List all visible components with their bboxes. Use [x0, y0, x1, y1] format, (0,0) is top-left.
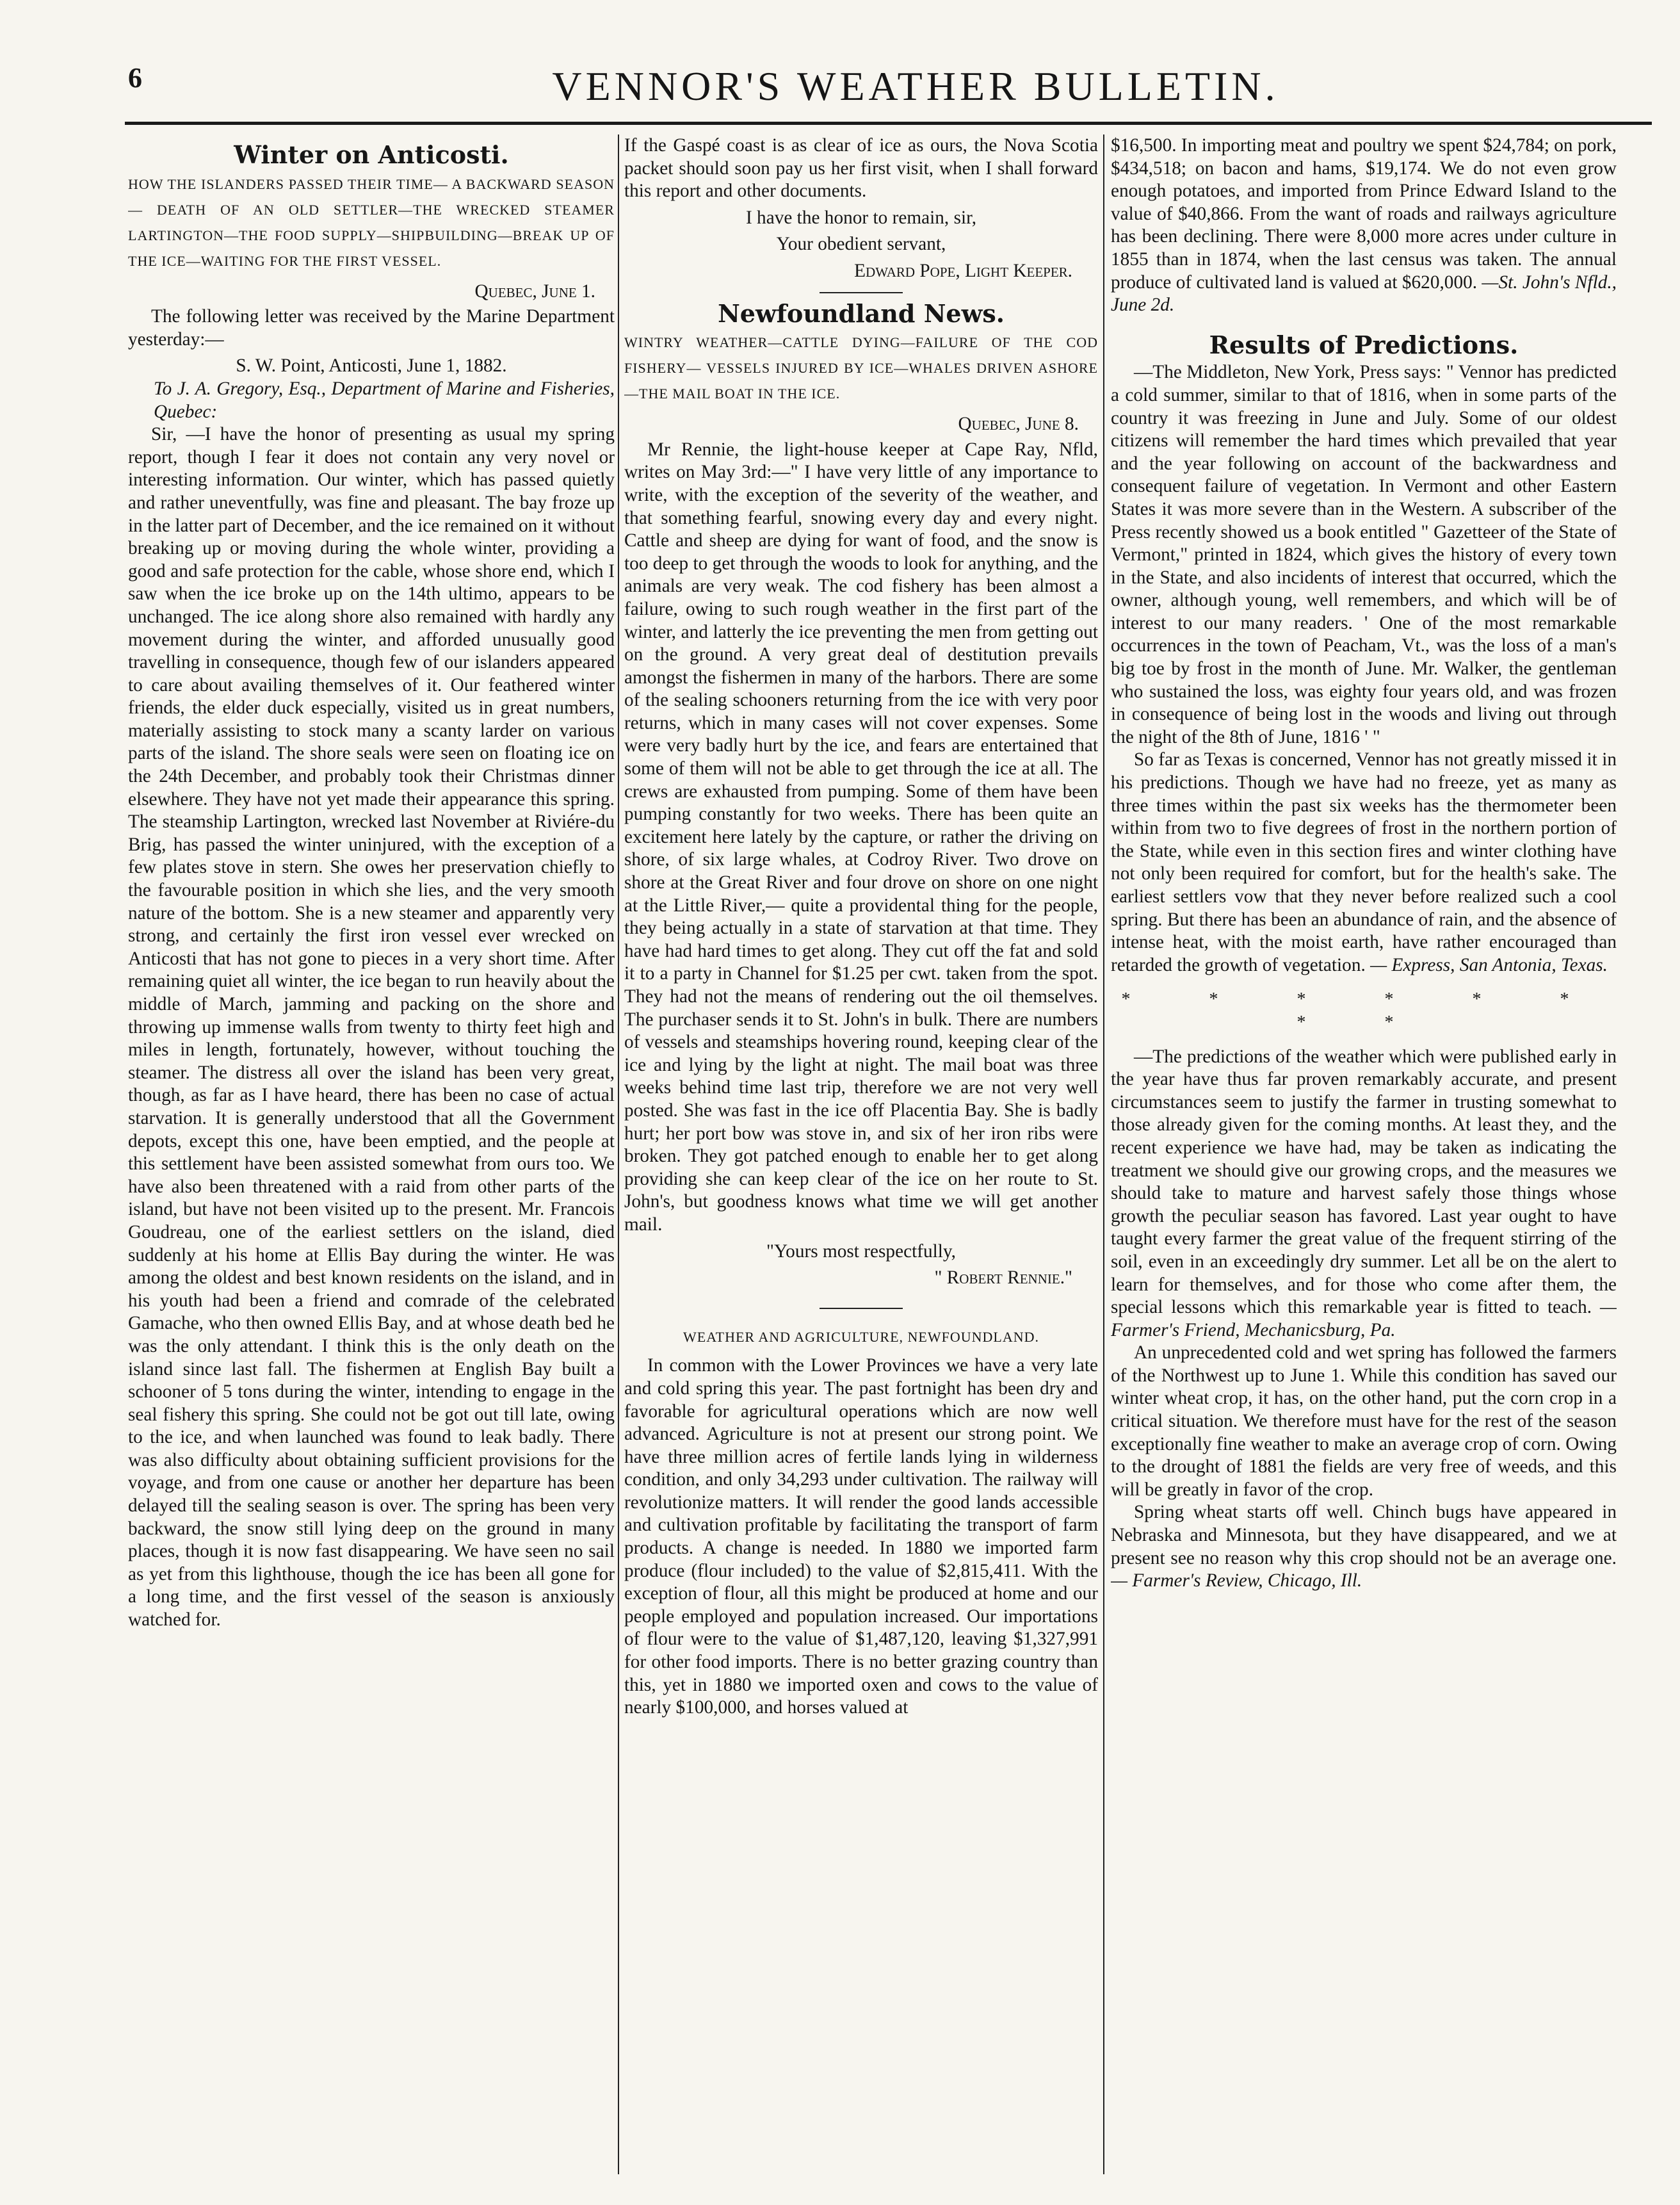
- predictions-para2-source: — Express, San Antonia, Texas.: [1370, 954, 1608, 975]
- column-rule: [1103, 134, 1104, 2174]
- anticosti-body: Sir, —I have the honor of presenting as usual my spring report, though I fear it does not contain any very novel or interesting information. Our winter, which has passed quietly and rather uneventfully, was fine and pleasant. The bay froze up in the latter part of December, and the ice remained on it without breaking up or moving during the whole winter, providing a good and safe protection for the cable, whose shore end, which I saw when the ice broke up on the 14th ultimo, appears to be unchanged. The ice along shore also remained with hardly any movement during the winter, and afforded unusually good travelling in consequence, though few of our islanders appeared to care about availing themselves of it. Our feathered winter friends, the elder duck especially, visited us in great numbers, materially assisting to stock many a scanty larder on various parts of the island. The shore seals were seen on floating ice on the 24th December, and probably took their Christmas dinner elsewhere. They have not yet made their appearance this spring. The steamship Lartington, wrecked last November at Riviére-du Brig, has passed the winter uninjured, with the exception of a few plates stove in stern. She owes her preservation chiefly to the favourable position in which she lies, and the very smooth nature of the bottom. She is a new steamer and apparently very strong, and certainly the first iron vessel ever wrecked on Anticosti that has not gone to pieces in a very short time. After remaining quiet all winter, the ice began to run heavily about the middle of March, jamming and packing on the shore and throwing up immense walls from twenty to thirty feet high and miles in length, fortunately, however, without touching the steamer. The distress all over the island has been very great, though, as far as I have heard, there has been no case of actual starvation. It is generally understood that all the Government depots, except this one, have been emptied, and the people at this settlement have been assisted somewhat from ours too. We have also been threatened with a raid from other parts of the island, but have not been visited up to the present. Mr. Francois Goudreau, one of the earliest settlers on the island, died suddenly at his home at Ellis Bay during the winter. He was among the oldest and best known residents on the island, and in his youth had been a friend and comrade of the celebrated Gamache, who then owned Ellis Bay, and at whose death bed he was the only attendant. I think this is the only death on the island since last fall. The fishermen at English Bay built a schooner of 5 tons during the winter, intending to engage in the seal fishery this spring. She could not be got out till late, owing to the ice, and when launched was found to leak badly. There was also difficulty about obtaining sufficient provisions for the voyage, and from one cause or another her departure has been delayed till the sealing season is over. The spring has been very backward, the snow still lying deep on the ground in many places, though it is now fast disappearing. We have seen no sail as yet from this lighthouse, though the ice has been all gone for a long time, and the first vessel of the season is anxiously watched for.: [128, 424, 615, 1631]
- page-number: 6: [128, 62, 142, 94]
- anticosti-closing2: Your obedient servant,: [776, 234, 946, 255]
- agriculture-body-part2: $16,500. In importing meat and poultry we spent $24,784; on pork, $434,518; on bacon and hams, $19,174. We do not even grow enough potatoes, and imported from Prince Edward Island to the value of $40,866. From the want of roads and railways agriculture has been declining. There were 8,000 more acres under culture in 1855 than in 1874, when the last census was taken. The annual produce of cultivated land is valued at $620,000. —St. John's Nfld., June 2d.: [1111, 135, 1617, 316]
- anticosti-letter-place: S. W. Point, Anticosti, June 1, 1882.: [236, 355, 507, 377]
- section-divider: [820, 292, 903, 293]
- agriculture-source: —St. John's Nfld., June 2d.: [1111, 272, 1617, 316]
- agriculture-subhead: WEATHER AND AGRICULTURE, NEWFOUNDLAND.: [683, 1328, 1039, 1345]
- newfoundland-dateline: Quebec, June 8.: [958, 414, 1079, 435]
- predictions-para3-source: — Farmer's Friend, Mechanicsburg, Pa.: [1111, 1297, 1617, 1340]
- predictions-headline: Results of Predictions.: [1209, 330, 1519, 359]
- predictions-para2-text: So far as Texas is concerned, Vennor has not greatly missed it in his predictions. Though we have had no freeze, yet as many as three times within the past six weeks has the thermometer been within from two to five degrees of frost in the northern portion of the State, while even in this section fires and winter clothing have not only been required for comfort, but for the health's sake. The earliest settlers vow that they never before realized such a cool spring. But there has been an abundance of rain, and the absence of intense heat, with the moist earth, have rather encouraged than retarded the growth of vegetation.: [1111, 749, 1617, 975]
- column-rule: [618, 134, 619, 2174]
- predictions-para3-text: —The predictions of the weather which were published early in the year have thus far proven remarkably accurate, and present circumstances seem to justify the farmer in trusting somewhat to those already given for the coming months. At least they, and the recent experience we have had, may be taken as indicating the treatment we should give our growing crops, and the measures we should take to mature and harvest safely those things whose growth the peculiar season has favored. Last year ought to have taught every farmer the great value of the frequent stirring of the soil, even in an exceedingly dry summer. Let all be on the alert to learn for themselves, and for those who come after them, the special lessons which this remarkable year is fitted to teach.: [1111, 1046, 1617, 1318]
- anticosti-address: To J. A. Gregory, Esq., Department of Marine and Fisheries, Quebec:: [154, 378, 615, 422]
- anticosti-dateline: Quebec, June 1.: [474, 281, 595, 302]
- column-1: [128, 134, 615, 2177]
- newfoundland-headline: Newfoundland News.: [718, 298, 1005, 328]
- anticosti-signature: Edward Pope, Light Keeper.: [854, 260, 1072, 281]
- predictions-para3: [1111, 1046, 1617, 1342]
- predictions-para5-text: Spring wheat starts off well. Chinch bugs have appeared in Nebraska and Minnesota, but they have disappeared, and we at present see no reason why this crop should not be an average one.: [1111, 1502, 1617, 1568]
- masthead-title: VENNOR'S WEATHER BULLETIN.: [552, 63, 1279, 109]
- anticosti-headline: Winter on Anticosti.: [234, 140, 509, 169]
- section-stars: * * * * * * * *: [1121, 989, 1606, 1032]
- newfoundland-closing: "Yours most respectfully,: [766, 1241, 956, 1262]
- newfoundland-deck: WINTRY WEATHER—CATTLE DYING—FAILURE OF THE COD FISHERY— VESSELS INJURED BY ICE—WHALES DRIVEN ASHORE—THE MAIL BOAT IN THE ICE.: [624, 334, 1098, 402]
- column-2: [624, 134, 1098, 2177]
- anticosti-body-cont: If the Gaspé coast is as clear of ice as ours, the Nova Scotia packet should soon pay us her first visit, when I shall forward this report and other documents.: [624, 135, 1098, 202]
- anticosti-closing: I have the honor to remain, sir,: [745, 207, 977, 228]
- section-divider: [820, 1308, 903, 1309]
- predictions-para2: [1111, 749, 1617, 977]
- anticosti-deck: HOW THE ISLANDERS PASSED THEIR TIME— A BACKWARD SEASON— DEATH OF AN OLD SETTLER—THE WRECKED STEAMER LARTINGTON—THE FOOD SUPPLY—SHIPBUILDING—BREAK UP OF THE ICE—WAITING FOR THE FIRST VESSEL.: [128, 175, 615, 269]
- newfoundland-body: Mr Rennie, the light-house keeper at Cape Ray, Nfld, writes on May 3rd:—" I have very little of any importance to write, with the exception of the severity of the weather, and that something fearful, snowing every day and every night. Cattle and sheep are dying for want of food, and the snow is too deep to get through the woods to look for anything, and the animals are very weak. The cod fishery has been almost a failure, owing to such rough weather in the first part of the winter, and latterly the ice preventing the men from getting out on the ground. A very great deal of destitution prevails amongst the fishermen in many of the harbors. There are some of the sealing schooners returning from the ice with very poor returns, which in many cases will not cover expenses. Some were very badly hurt by the ice, and fears are entertained that some of them will not be able to get through the ice at all. The crews are exhausted from pumping. Some of them have been pumping constantly for two weeks. There has been quite an excitement here lately by the capture, or rather the driving on shore, of six large whales, at Codroy River. Two drove on shore at the Great River and four drove on shore on one night at the Little River,— quite a providental thing for the people, they being actually in a state of starvation at that time. They have had hard times to get along. They cut off the fat and sold it to a party in Channel for $1.25 per cwt. taken from the spot. They had not the means of rendering out the oil themselves. The purchaser sends it to St. John's in bulk. There are numbers of vessels and steamships hovering round, keeping clear of the ice and lying by the light at night. The mail boat was three weeks behind time last trip, therefore we are not very well posted. She was fast in the ice off Placentia Bay. She is badly hurt; her port bow was stove in, and six of her iron ribs were broken. They got patched enough to enable her to get along providing she can keep clear of the ice on her route to St. John's, but goodness knows what time we will get another mail.: [624, 439, 1098, 1235]
- agriculture-body-part1: In common with the Lower Provinces we have a very late and cold spring this year. The past fortnight has been dry and favorable for agricultural operations which are now well advanced. Agriculture is not at present our strong point. We have three million acres of fertile lands lying in wilderness condition, and only 34,293 under cultivation. The railway will revolutionize matters. It will render the good lands accessible and cultivation profitable by facilitating the transport of farm products. A change is needed. In 1880 we imported farm produce (flour included) to the value of $2,815,411. With the exception of flour, all this might be produced at home and our people employed and population increased. Our importations of flour were to the value of $1,487,120, leaving $1,327,991 for other food imports. There is no better grazing country than this, yet in 1880 we imported oxen and cows to the value of nearly $100,000, and horses valued at: [624, 1355, 1098, 1718]
- masthead-rule: [125, 122, 1652, 125]
- predictions-para5: [1111, 1501, 1617, 1592]
- predictions-para5-source: — Farmer's Review, Chicago, Ill.: [1111, 1570, 1362, 1591]
- anticosti-intro: The following letter was received by the Marine Department yesterday:—: [128, 306, 615, 350]
- predictions-para4: An unprecedented cold and wet spring has followed the farmers of the Northwest up to June 1. While this condition has saved our winter wheat crop, it has, on the other hand, put the corn crop in a critical situation. We therefore must have for the rest of the season exceptionally fine weather to make an average crop of corn. Owing to the drought of 1881 the fields are very free of weeds, and this will be greatly in favor of the crop.: [1111, 1342, 1617, 1500]
- predictions-para1: —The Middleton, New York, Press says: " Vennor has predicted a cold summer, similar to that of 1816, when in some parts of the country it was freezing in June and July. Some of our oldest citizens will remember the hard times which prevailed that year and the year following on account of the backwardness and consequent failure of vegetation. In Vermont and other Eastern States it was more severe than in the Western. A subscriber of the Press recently showed us a book entitled " Gazetteer of the State of Vermont," printed in 1824, which gives the history of every town in the State, and also incidents of interest that occurred, which the owner, although young, well remembers, and which will be of interest to our many readers. ' One of the most remarkable occurrences in the town of Peacham, Vt., was the loss of a man's big toe by frost in the month of June. Mr. Walker, the gentleman who sustained the loss, was eighty four years old, and was frozen in consequence of being lost in the woods and living out through the night of the 8th of June, 1816 ' ": [1111, 362, 1617, 747]
- newfoundland-signature: " Robert Rennie.": [934, 1267, 1072, 1289]
- column-3: [1111, 134, 1617, 2177]
